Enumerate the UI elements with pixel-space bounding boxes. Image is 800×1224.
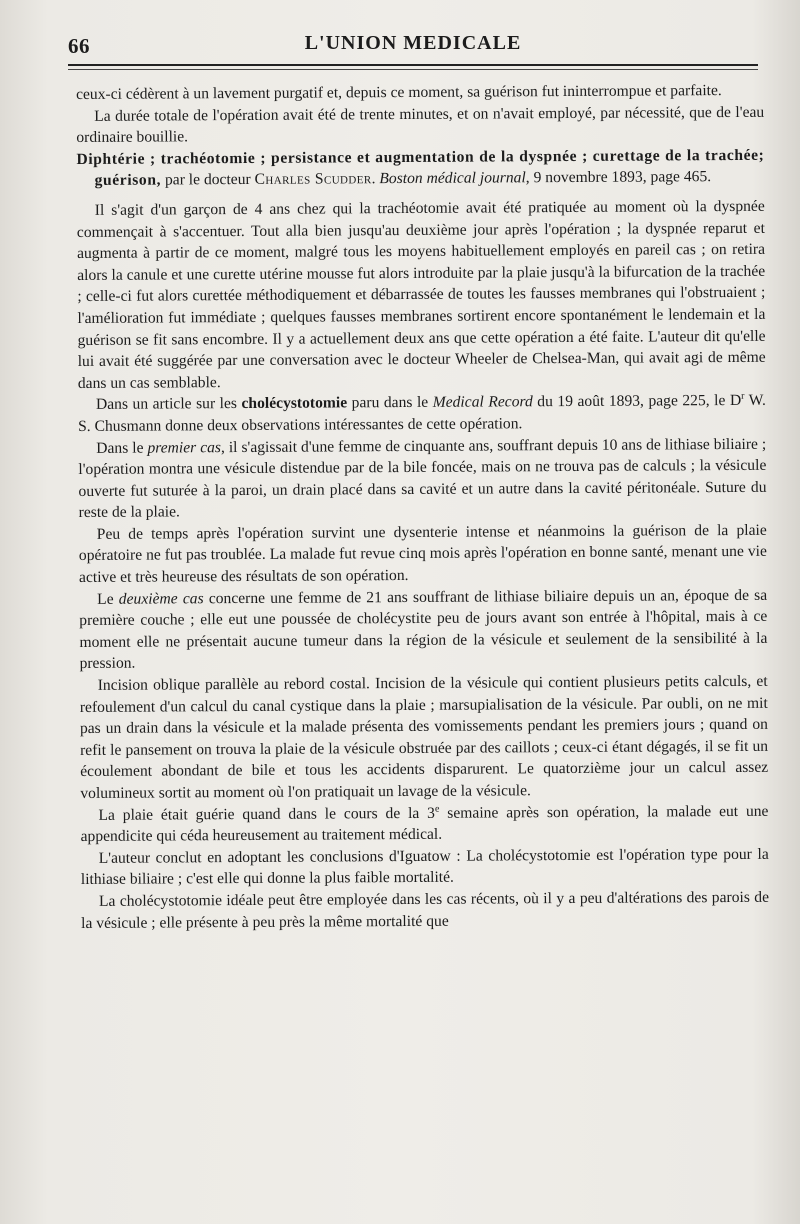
p4-text-g: W. S. Chusmann donne deux observations intéressantes de cette opération.: [78, 392, 766, 435]
p5-case: premier cas: [147, 438, 222, 457]
p7-text-c: concerne une femme de 21 ans souffrant de lithiase biliaire depuis un an, époque de sa première couche ; elle eut une poussée de cholécystite peu de jours avant son entrée à l'hôpital, mais à ce moment elle ne présentait aucune tumeur dans la région de la vésicule et seulement de la sensibilité à la pression.: [79, 586, 768, 673]
journal-title: L'UNION MEDICALE: [304, 32, 522, 54]
p4-journal: Medical Record: [432, 393, 533, 412]
p5-text-c: , il s'agissait d'une femme de cinquante ans, souffrant depuis 10 ans de lithiase biliaire ; l'opération montra une vésicule distendue par de la bile foncée, mais on ne trouva pas de calculs ; la vésicule ouverte fut suturée à la paroi, un drain placé dans sa cavité et un autre dans la cavité péritonéale. Suture du reste de la plaie.: [78, 435, 767, 522]
paragraph-5: [78, 433, 767, 524]
p4-text-a: Dans un article sur les: [95, 395, 242, 414]
section-date: , 9 novembre 1893, page 465.: [525, 168, 712, 187]
paragraph-6: Peu de temps après l'opération survint une dysenterie intense et néanmoins la guérison de la plaie opératoire ne fut pas troublée. La malade fut revue cinq mois après l'opération en bonne santé, menant une vie active et très heureuse des résultats de son opération.: [78, 521, 767, 587]
paragraph-9: [80, 800, 768, 847]
paragraph-11: La cholécystotomie idéale peut être employée dans les cas récents, où il y a peu d'altérations des parois de la vésicule ; elle présente à peu près la même mortalité que: [81, 888, 770, 932]
section-by: par le docteur: [161, 171, 255, 189]
paragraph-8: Incision oblique parallèle au rebord costal. Incision de la vésicule qui contient plusieurs petits calculs, et refoulement d'un calcul du canal cystique dans la plaie ; marsupialisation de la vésicule. Par oubli, on ne mit pas un drain dans la vésicule et la malade présenta des vomissements pendant les premiers jours ; quand on refit le pansement on trouva la plaie de la vésicule obstruée par des caillots ; ceux-ci étant dégagés, il se fit un écoulement abondant de bile et tous les accidents disparurent. Le quatorzième jour un calcul assez volumineux sortit au moment où l'on pratiquait un lavage de la vésicule.: [79, 672, 769, 802]
paragraph-2: La durée totale de l'opération avait été de trente minutes, et on n'avait employé, par nécessité, que de l'eau ordinaire bouillie.: [76, 103, 765, 147]
page-number: 66: [68, 34, 90, 58]
header-rule: [68, 64, 758, 66]
p7-case: deuxième cas: [118, 589, 204, 608]
page-header: [68, 30, 758, 62]
section-author: Charles Scudder: [254, 170, 372, 189]
p7-text-a: Le: [97, 590, 119, 608]
p9-sup: e: [434, 803, 440, 815]
article-body: [76, 80, 769, 934]
paragraph-10: L'auteur conclut en adoptant les conclusions d'Iguatow : La cholécystotomie est l'opération type pour la lithiase biliaire ; c'est elle qui donne la plus faible mortalité.: [80, 845, 769, 889]
p4-keyword: cholécystotomie: [241, 394, 348, 413]
section-heading: Diphtérie ; trachéotomie ; persistance et augmentation de la dyspnée ; curettage de la trachée; guérison, par le docteur Charles Scudder. Boston médical journal, 9 novembre 1893, page 465.: [76, 146, 765, 190]
p5-text-a: Dans le: [96, 439, 148, 457]
section-journal: Boston médical journal: [379, 169, 526, 188]
p4-text-c: paru dans le: [347, 394, 433, 412]
paragraph-1: ceux-ci cédèrent à un lavement purgatif et, depuis ce moment, sa guérison fut ininterrompue et parfaite.: [76, 82, 722, 103]
p4-sup: r: [741, 391, 745, 403]
p9-text-a: La plaie était guérie quand dans le cours de la 3: [98, 804, 436, 824]
paragraph-4: [78, 390, 766, 437]
p4-text-e: du 19 août 1893, page 225, le D: [532, 392, 742, 411]
header-rule-thin: [68, 69, 758, 70]
p9-text-c: semaine après son opération, la malade eut une appendicite qui céda heureusement au traitement médical.: [80, 802, 769, 846]
section-title: Diphtérie ; trachéotomie ; persistance et augmentation de la dyspnée ; curettage de la trachée; guérison,: [76, 146, 765, 190]
paragraph-3: Il s'agit d'un garçon de 4 ans chez qui la trachéotomie avait été pratiquée au moment où la dyspnée commençait à s'accentuer. Tout alla bien jusqu'au deuxième jour après l'opération ; la dyspnée reparut et augmenta à partir de ce moment, malgré tous les moyens habituellement employés en pareil cas ; on retira alors la canule et une curette utérine mousse fut alors introduite par la plaie jusqu'à la bifurcation de la trachée ; celle-ci fut alors curettée méthodiquement et débarrassée de toutes les fausses membranes qui l'obstruaient ; l'amélioration fut immédiate ; quelques fausses membranes sortirent encore spontanément le lendemain et la guérison se fit sans encombre. Il y a actuellement deux ans que cette opération a été faite. L'auteur dit qu'elle lui avait été suggérée par une conversation avec le docteur Wheeler de Chelsea-Man, qui avait agi de même dans un cas semblable.: [76, 197, 766, 392]
paragraph-7: [79, 584, 768, 675]
